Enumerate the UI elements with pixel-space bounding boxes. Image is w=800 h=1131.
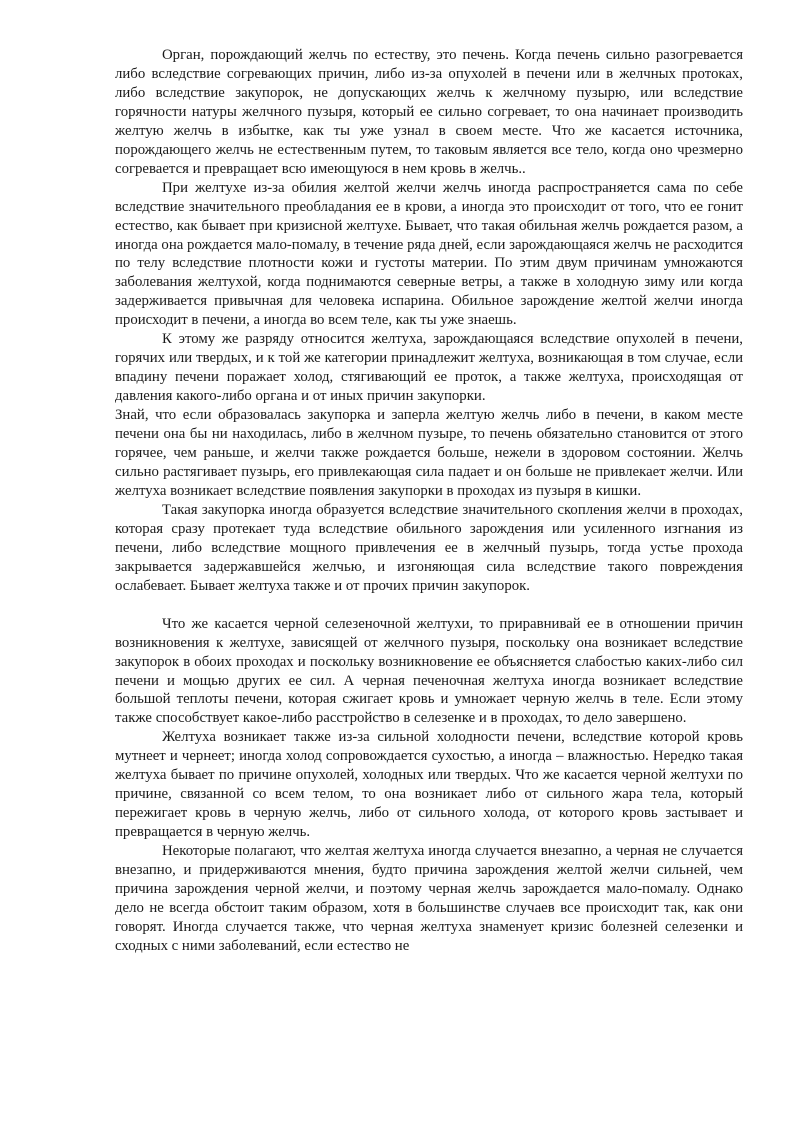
paragraph-5: Такая закупорка иногда образуется вследствие значительного скопления желчи в проходах, которая сразу протекает туда вследствие обильного зарождения или усиленного изгнания из печени, либо вследствие мощного привлечения ее в желчный пузырь, тогда устье прохода закрывается задержавшейся желчью, и изгоняющая сила вследствие такого повреждения ослабевает. Бывает желтуха также и от прочих причин закупорок. [115, 501, 743, 594]
document-body [115, 46, 743, 956]
paragraph-3: К этому же разряду относится желтуха, зарождающаяся вследствие опухолей в печени, горячих или твердых, и к той же категории принадлежит желтуха, возникающая в том случае, если впадину печени поражает холод, стягивающий ее проток, а также желтуха, происходящая от давления какого-либо органа и от иных причин закупорки. [115, 331, 743, 405]
paragraph-4: Знай, что если образовалась закупорка и заперла желтую желчь либо в печени, в каком месте печени она бы ни находилась, либо в желчном пузыре, то печень обязательно становится от этого горячее, чем раньше, и желчи также рождается больше, нежели в здоровом состоянии. Желчь сильно растягивает пузырь, его привлекающая сила падает и он больше не привлекает желчи. Или желтуха возникает вследствие появления закупорки в проходах из пузыря в кишки. [115, 407, 743, 499]
paragraph-2: При желтухе из-за обилия желтой желчи желчь иногда распространяется сама по себе вследствие значительного преобладания ее в крови, а иногда это происходит от того, что ее гонит естество, как бывает при кризисной желтухе. Бывает, что такая обильная желчь рождается разом, а иногда она рождается мало-помалу, в течение ряда дней, если зарождающаяся желчь не расходится по телу вследствие плотности кожи и густоты материи. По этим двум причинам умножаются заболевания желтухой, когда поднимаются северные ветры, а также в холодную зиму или когда задерживается привычная для человека испарина. Обильное зарождение желтой желчи иногда происходит в печени, а иногда во всем теле, как ты уже знаешь. [115, 179, 743, 329]
paragraph-gap [115, 596, 743, 615]
paragraph-8: Некоторые полагают, что желтая желтуха иногда случается внезапно, а черная не случается внезапно, и придерживаются мнения, будто причина зарождения желтой желчи сильней, чем причина зарождения черной желчи, и поэтому черная желчь зарождается мало-помалу. Однако дело не всегда обстоит таким образом, хотя в большинстве случаев все происходит так, как они говорят. Иногда случается также, что черная желтуха знаменует кризис болезней селезенки и сходных с ними заболеваний, если естество не [115, 843, 743, 954]
paragraph-1: Орган, порождающий желчь по естеству, это печень. Когда печень сильно разогревается либо вследствие согревающих причин, либо из-за опухолей в печени или в желчных протоках, либо вследствие закупорок, не допускающих желчь к желчному пузырю, или вследствие горячности натуры желчного пузыря, который ее сильно согревает, то она начинает производить желтую желчь в избытке, как ты уже узнал в своем месте. Что же касается источника, порождающего желчь не естественным путем, то таковым является все тело, когда оно чрезмерно согревается и превращает всю имеющуюся в нем кровь в желчь.. [115, 47, 743, 177]
paragraph-7: Желтуха возникает также из-за сильной холодности печени, вследствие которой кровь мутнеет и чернеет; иногда холод сопровождается сухостью, а иногда – влажностью. Нередко такая желтуха бывает по причине опухолей, холодных или твердых. Что же касается черной желтухи по причине, связанной со всем телом, то она возникает либо от сильного жара тела, который пережигает кровь в черную желчь, либо от сильного холода, от которого кровь застывает и превращается в черную желчь. [115, 729, 743, 841]
paragraph-6: Что же касается черной селезеночной желтухи, то приравнивай ее в отношении причин возникновения к желтухе, зависящей от желчного пузыря, поскольку она возникает вследствие закупорок в обоих проходах и поскольку возникновение ее объясняется слабостью каких-либо сил печени и мощью других ее сил. А черная печеночная желтуха иногда возникает вследствие большой теплоты печени, которая сжигает кровь и умножает черную желчь в теле. Если этому также способствует какое-либо расстройство в селезенке и в проходах, то дело завершено. [115, 615, 743, 727]
